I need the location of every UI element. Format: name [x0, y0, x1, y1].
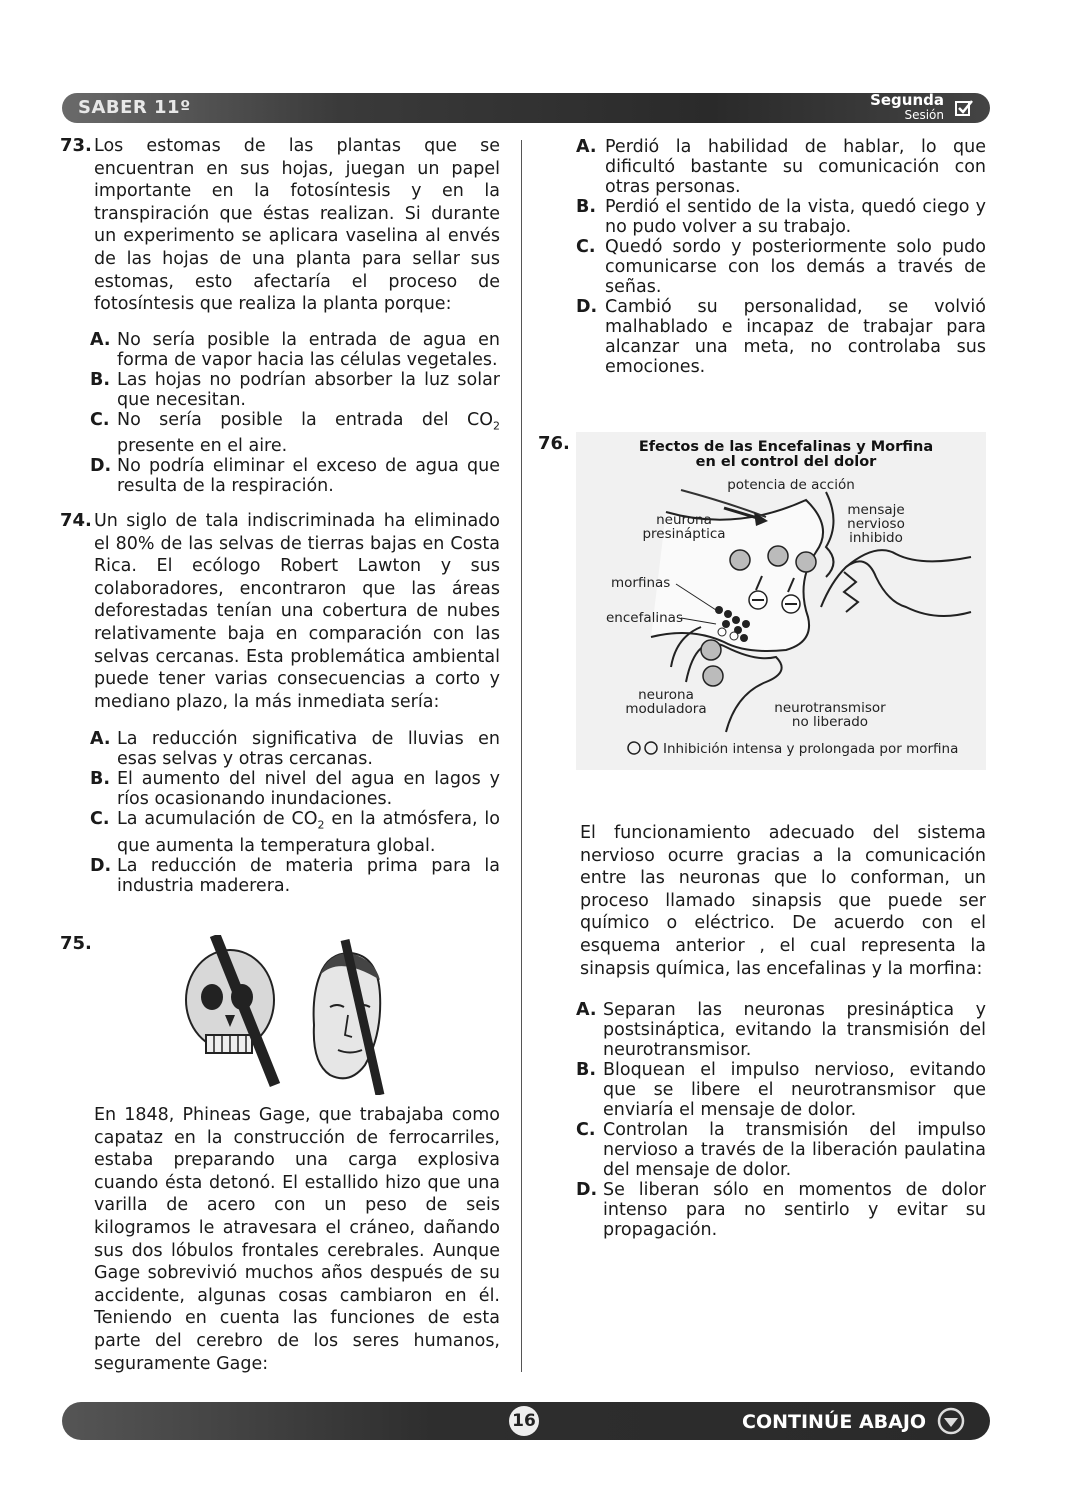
option-c[interactable]: C. No sería posible la entrada del $CO_2$ presente en el aire.: [90, 409, 500, 457]
option-d[interactable]: D. Cambió su personalidad, se volvió malhablado e incapaz de trabajar para alcanzar una meta, no controlaba sus emociones.: [576, 297, 986, 377]
option-d[interactable]: D. Se liberan sólo en momentos de dolor intenso para no sentirlo y evitar su propagación.: [576, 1180, 986, 1241]
label-morfinas: morfinas: [611, 575, 671, 591]
question-76: [538, 433, 570, 456]
label-nt-1: neurotransmisor: [774, 700, 886, 716]
option-c[interactable]: C. Controlan la transmisión del impulso nervioso a través de la liberación paulatina del mensaje de dolor.: [576, 1120, 986, 1181]
question-stem: El funcionamiento adecuado del sistema nervioso ocurre gracias a la comunicación entre las neuronas que lo conforman, un proceso llamado sinapsis que puede ser químico o eléctrico. De acuerdo con el esquema anterior , el cual representa la sinapsis química, las encefalinas y la morfina:: [580, 823, 986, 979]
label-mod-2: moduladora: [625, 701, 707, 717]
option-b[interactable]: B. Las hojas no podrían absorber la luz solar que necesitan.: [90, 369, 500, 410]
option-c[interactable]: C. Quedó sordo y posteriormente solo pudo comunicarse con los demás a través de señas.: [576, 237, 986, 297]
question-75-body: [94, 1104, 500, 1375]
option-a[interactable]: A. Perdió la habilidad de hablar, lo que dificultó bastante su comunicación con otras personas.: [576, 137, 986, 197]
footer-bar: [62, 1402, 990, 1440]
option-d[interactable]: D. No podría eliminar el exceso de agua que resulta de la respiración.: [90, 456, 500, 497]
phineas-gage-illustration: [180, 935, 390, 1095]
label-msg-1: mensaje: [847, 502, 905, 518]
label-nt-2: no liberado: [791, 714, 869, 730]
label-pre-2: presináptica: [642, 526, 726, 542]
session-line2: Sesión: [904, 108, 944, 122]
question-stem: En 1848, Phineas Gage, que trabajaba como capataz en la construcción de ferrocarriles, estaba preparando una carga explosiva cuando ésta detonó. El estallido hizo que una varilla de acero con un peso de seis kilogramos le atravesara el cráneo, dañando sus dos lóbulos frontales cerebrales. Aunque Gage sobrevivió muchos años después de su accidente, algunas cosas cambiaron en él. Teniendo en cuenta las funciones de esta parte del cerebro de los seres humanos, seguramente Gage:: [94, 1105, 500, 1374]
question-stem: Los estomas de las plantas que se encuentran en sus hojas, juegan un papel importante en la fotosíntesis y en la transpiración que éstas realizan. Si durante un experimento se aplicara vaselina al envés de las hojas de una planta para sellar sus estomas, esto afectaría el proceso de fotosíntesis que realiza la planta porque:: [94, 136, 500, 315]
option-a[interactable]: A. La reducción significativa de lluvias en esas selvas y otras cercanas.: [90, 729, 500, 770]
question-number: 73.: [60, 135, 92, 156]
question-number: 75.: [60, 933, 92, 954]
continue-label: CONTINÚE ABAJO: [742, 1411, 927, 1433]
question-73: [60, 135, 500, 496]
diagram-title-line1: Efectos de las Encefalinas y Morfina: [638, 439, 934, 455]
synapse-diagram: [576, 432, 986, 770]
option-d[interactable]: D. La reducción de materia prima para la industria maderera.: [90, 855, 500, 896]
option-a[interactable]: A. Separan las neuronas presináptica y postsináptica, evitando la transmisión del neurotransmisor.: [576, 1000, 986, 1061]
header-bar: [62, 93, 990, 123]
question-75-options: [576, 137, 986, 377]
page-number: 16: [509, 1406, 539, 1436]
question-74: [60, 510, 500, 896]
option-c[interactable]: C. La acumulación de $CO_2$ en la atmósfera, lo que aumenta la temperatura global.: [90, 809, 500, 856]
label-msg-2: nervioso: [847, 516, 905, 532]
option-b[interactable]: B. Perdió el sentido de la vista, quedó ciego y no pudo volver a su trabajo.: [576, 197, 986, 237]
option-b[interactable]: B. El aumento del nivel del agua en lagos y ríos ocasionando inundaciones.: [90, 769, 500, 810]
label-mod-1: neurona: [638, 687, 694, 703]
option-b[interactable]: B. Bloquean el impulso nervioso, evitando que se libere el neurotransmisor que enviaría el mensaje de dolor.: [576, 1060, 986, 1121]
down-arrow-icon: [937, 1407, 965, 1435]
question-stem: Un siglo de tala indiscriminada ha eliminado el 80% de las selvas de tierras bajas en Costa Rica. El ecólogo Robert Lawton y sus colaboradores, encontraron que las áreas deforestadas tenían una cobertura de nubes relativamente baja en comparación con las selvas cercanas. Esta problemática ambiental puede tener varias consecuencias a corto y mediano plazo, la más inmediata sería:: [94, 511, 500, 712]
question-number: 74.: [60, 510, 92, 531]
legend-morphine: Inhibición intensa y prolongada por morfina: [663, 741, 959, 757]
session-line1: Segunda: [870, 91, 944, 109]
exam-title: SABER 11º: [78, 97, 191, 118]
option-a[interactable]: A. No sería posible la entrada de agua en forma de vapor hacia las células vegetales.: [90, 329, 500, 370]
column-divider: [521, 140, 522, 1372]
label-pre-1: neurona: [656, 512, 712, 528]
question-76-body: [576, 822, 986, 1241]
label-msg-3: inhibido: [849, 530, 903, 546]
diagram-title-line2: en el control del dolor: [695, 454, 877, 470]
label-encefalinas: encefalinas: [606, 610, 683, 626]
label-action-potential: potencia de acción: [727, 477, 855, 493]
checkbox-icon: [954, 98, 974, 118]
session-label: [870, 93, 944, 123]
question-number: 76.: [538, 433, 570, 454]
